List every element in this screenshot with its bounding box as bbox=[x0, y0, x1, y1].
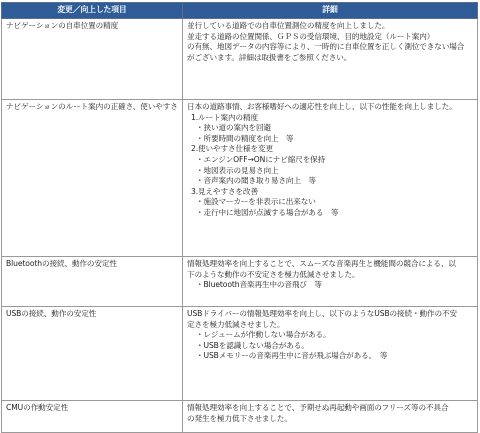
detail-cell bbox=[183, 401, 478, 433]
item-cell bbox=[2, 100, 183, 257]
header-detail: 詳細 bbox=[183, 3, 478, 19]
detail-line: 並行している道路での自車位置測位の精度を向上しました。 bbox=[187, 21, 390, 30]
detail-line: ・音声案内の聞き取り易さ向上 等 bbox=[196, 176, 316, 186]
detail-line: の有無、地図データの内容等により、一時的に自車位置を正しく測位できない場合 bbox=[187, 42, 465, 52]
item-cell bbox=[2, 19, 183, 100]
detail-line: 日本の道路事情、お客様嗜好への適応性を向上し、以下の性能を向上しました。 bbox=[187, 102, 457, 111]
detail-line: ・USBを認識しない場合がある。 bbox=[196, 340, 309, 350]
detail-line: 下のような動作の不安定さを極力低減させました。 bbox=[187, 269, 360, 279]
detail-line: ・レジュームが作動しない場合がある。 bbox=[196, 330, 331, 340]
detail-line: ・狭い道の案内を回避 bbox=[196, 123, 271, 133]
item-label: ナビゲーションの自車位置の精度 bbox=[6, 21, 119, 30]
item-label: ナビゲーションのルート案内の正確さ、使いやすさ bbox=[6, 102, 178, 111]
detail-line: の発生を極力低下させました。 bbox=[187, 413, 292, 423]
detail-line: ・地図表示の見易さ向上 bbox=[196, 165, 279, 175]
item-cell bbox=[2, 307, 183, 401]
detail-line: 定さを極力低減させました。 bbox=[187, 319, 285, 329]
change-table bbox=[1, 2, 478, 433]
item-label: USBの接続、動作の安定性 bbox=[6, 309, 97, 318]
detail-line: 3.見えやすさを改善 bbox=[191, 186, 258, 196]
detail-line: ・施設マーカーを非表示に出来ない bbox=[196, 197, 316, 207]
detail-cell bbox=[183, 257, 478, 307]
item-label: Bluetoothの接続、動作の安定性 bbox=[6, 259, 117, 268]
table-row bbox=[2, 307, 478, 401]
table-row bbox=[2, 401, 478, 433]
detail-line: ・USBメモリーの音楽再生中に音が飛ぶ場合がある。 等 bbox=[196, 351, 388, 361]
detail-cell bbox=[183, 19, 478, 100]
detail-line: ・エンジンOFF→ONにナビ縮尺を保持 bbox=[196, 154, 326, 164]
header-item: 変更／向上した項目 bbox=[2, 3, 183, 19]
item-label: CMUの作動安定性 bbox=[6, 403, 69, 412]
detail-line: ・所要時間の精度を向上 等 bbox=[196, 133, 294, 143]
table-header-row bbox=[2, 3, 478, 19]
detail-line: 情報処理効率を向上することで、スムーズな音楽再生と機能間の競合による、以 bbox=[187, 259, 456, 268]
table-row bbox=[2, 19, 478, 100]
table-row bbox=[2, 257, 478, 307]
detail-line: がございます。詳細は取扱書をご参照ください。 bbox=[187, 52, 352, 62]
detail-line: ・走行中に地図が点滅する場合がある 等 bbox=[196, 207, 339, 217]
detail-cell bbox=[183, 100, 478, 257]
item-cell bbox=[2, 257, 183, 307]
table-row bbox=[2, 100, 478, 257]
detail-line: 並走する道路の位置関係、ＧＰＳの受信環境、目的地設定（ルート案内） bbox=[187, 31, 435, 41]
detail-line: ・Bluetooth音楽再生中の音飛び 等 bbox=[196, 280, 322, 290]
detail-cell bbox=[183, 307, 478, 401]
detail-line: USBドライバーの情報処理効率を向上し、以下のようなUSBの接続・動作の不安 bbox=[187, 309, 457, 318]
detail-line: 2.使いやすさ仕様を変更 bbox=[191, 144, 273, 154]
detail-line: 1.ルート案内の精度 bbox=[191, 112, 258, 122]
item-cell bbox=[2, 401, 183, 433]
detail-line: 情報処理効率を向上することで、予期せぬ再起動や画面のフリーズ等の不具合 bbox=[187, 403, 449, 412]
